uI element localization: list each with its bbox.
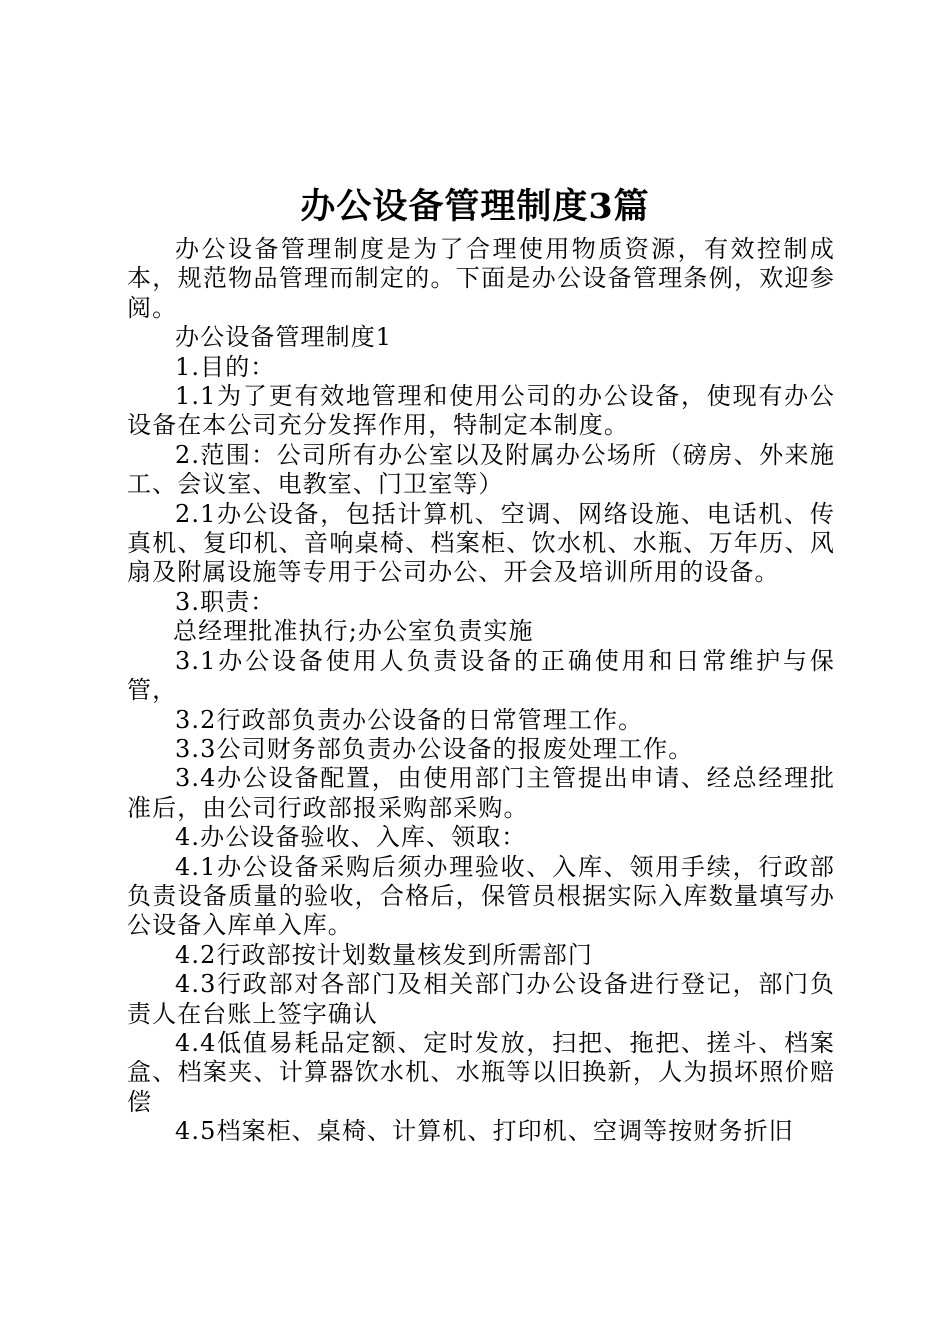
paragraph-1: 1.目的： bbox=[175, 352, 276, 381]
paragraph-4-1: 4.1办公设备采购后须办理验收、入库、领用手续，行政部负责设备质量的验收，合格后，保管员根据实际入库数量填写办公设备入库单入库。 bbox=[127, 852, 835, 940]
paragraph-section-heading: 办公设备管理制度1 bbox=[175, 323, 393, 352]
paragraph-1-1: 1.1为了更有效地管理和使用公司的办公设备，使现有办公设备在本公司充分发挥作用，特制定本制度。 bbox=[127, 382, 835, 440]
paragraph-3-note: 总经理批准执行;办公室负责实施 bbox=[173, 617, 534, 646]
paragraph-intro: 办公设备管理制度是为了合理使用物质资源，有效控制成本，规范物品管理而制定的。下面是办公设备管理条例，欢迎参阅。 bbox=[127, 235, 835, 322]
paragraph-3: 3.职责： bbox=[175, 587, 276, 616]
paragraph-3-4: 3.4办公设备配置，由使用部门主管提出申请、经总经理批准后，由公司行政部报采购部采购。 bbox=[127, 764, 835, 822]
paragraph-3-1: 3.1办公设备使用人负责设备的正确使用和日常维护与保管， bbox=[127, 646, 835, 705]
paragraph-2: 2.范围：公司所有办公室以及附属办公场所（磅房、外来施工、会议室、电教室、门卫室等） bbox=[127, 440, 835, 499]
paragraph-4-2: 4.2行政部按计划数量核发到所需部门 bbox=[175, 940, 593, 969]
paragraph-3-3: 3.3公司财务部负责办公设备的报废处理工作。 bbox=[175, 734, 694, 763]
paragraph-4-4: 4.4低值易耗品定额、定时发放，扫把、拖把、搓斗、档案盒、档案夹、计算器饮水机、水瓶等以旧换新，人为损坏照价赔偿 bbox=[127, 1028, 835, 1116]
document-title: 办公设备管理制度3篇 bbox=[300, 186, 650, 227]
paragraph-3-2: 3.2行政部负责办公设备的日常管理工作。 bbox=[175, 705, 644, 734]
paragraph-4: 4.办公设备验收、入库、领取： bbox=[175, 823, 527, 852]
document-body bbox=[127, 235, 835, 1147]
paragraph-4-3: 4.3行政部对各部门及相关部门办公设备进行登记，部门负责人在台账上签字确认 bbox=[127, 970, 835, 1028]
paragraph-2-1: 2.1办公设备，包括计算机、空调、网络设施、电话机、传真机、复印机、音响桌椅、档案柜、饮水机、水瓶、万年历、风扇及附属设施等专用于公司办公、开会及培训所用的设备。 bbox=[127, 499, 835, 587]
paragraph-4-5: 4.5档案柜、桌椅、计算机、打印机、空调等按财务折旧 bbox=[175, 1117, 794, 1146]
